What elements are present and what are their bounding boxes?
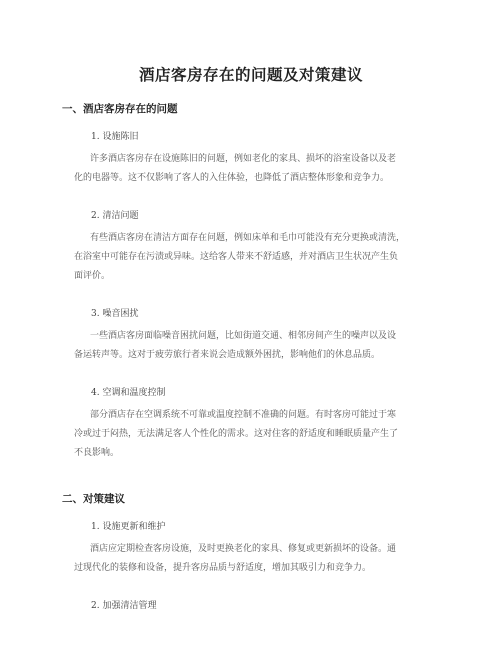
- paragraph-line: 酒店应定期检查客房设施，及时更换老化的家具、修复或更新损坏的设备。通: [90, 544, 397, 554]
- paragraph-line: 在浴室中可能存在污渍或异味。这给客人带来不舒适感，并对酒店卫生状况产生负: [74, 252, 399, 262]
- paragraph-line: 不良影响。: [74, 448, 120, 458]
- section-heading-suggestions: 二、对策建议: [62, 493, 125, 505]
- item-label-air-conditioning: 4. 空调和温度控制: [91, 388, 166, 398]
- item-label-cleaning-management: 2. 加强清洁管理: [91, 601, 157, 611]
- paragraph-line: 过现代化的装修和设备，提升客房品质与舒适度，增加其吸引力和竞争力。: [74, 563, 372, 573]
- paragraph-line: 面评价。: [74, 271, 111, 281]
- paragraph-facilities: [74, 150, 439, 188]
- paragraph-line: 许多酒店客房存在设施陈旧的问题，例如老化的家具、损坏的浴室设备以及老: [90, 154, 397, 164]
- section-heading-problems: 一、酒店客房存在的问题: [62, 103, 178, 115]
- item-label-noise: 3. 噪音困扰: [91, 309, 139, 319]
- item-label-facilities: 1. 设施陈旧: [91, 132, 139, 142]
- document-title: 酒店客房存在的问题及对策建议: [138, 66, 363, 84]
- paragraph-line: 备运转声等。这对于疲劳旅行者来说会造成额外困扰，影响他们的休息品质。: [74, 350, 381, 360]
- paragraph-line: 部分酒店存在空调系统不可靠或温度控制不准确的问题。有时客房可能过于寒: [90, 410, 397, 420]
- paragraph-line: 一些酒店客房面临噪音困扰问题，比如街道交通、相邻房间产生的噪声以及设: [90, 331, 397, 341]
- paragraph-facility-renewal: [74, 540, 439, 578]
- paragraph-noise: [74, 327, 439, 365]
- paragraph-line: 化的电器等。这不仅影响了客人的入住体验，也降低了酒店整体形象和竞争力。: [74, 173, 390, 183]
- item-label-facility-renewal: 1. 设施更新和维护: [91, 522, 166, 532]
- item-label-cleaning: 2. 清洁问题: [91, 211, 139, 221]
- paragraph-air-conditioning: [74, 406, 439, 463]
- paragraph-cleaning: [74, 229, 439, 286]
- paragraph-line: 冷或过于闷热，无法满足客人个性化的需求。这对住客的舒适度和睡眠质量产生了: [74, 429, 399, 439]
- paragraph-line: 有些酒店客房在清洁方面存在问题，例如床单和毛巾可能没有充分更换或清洗，: [90, 233, 406, 243]
